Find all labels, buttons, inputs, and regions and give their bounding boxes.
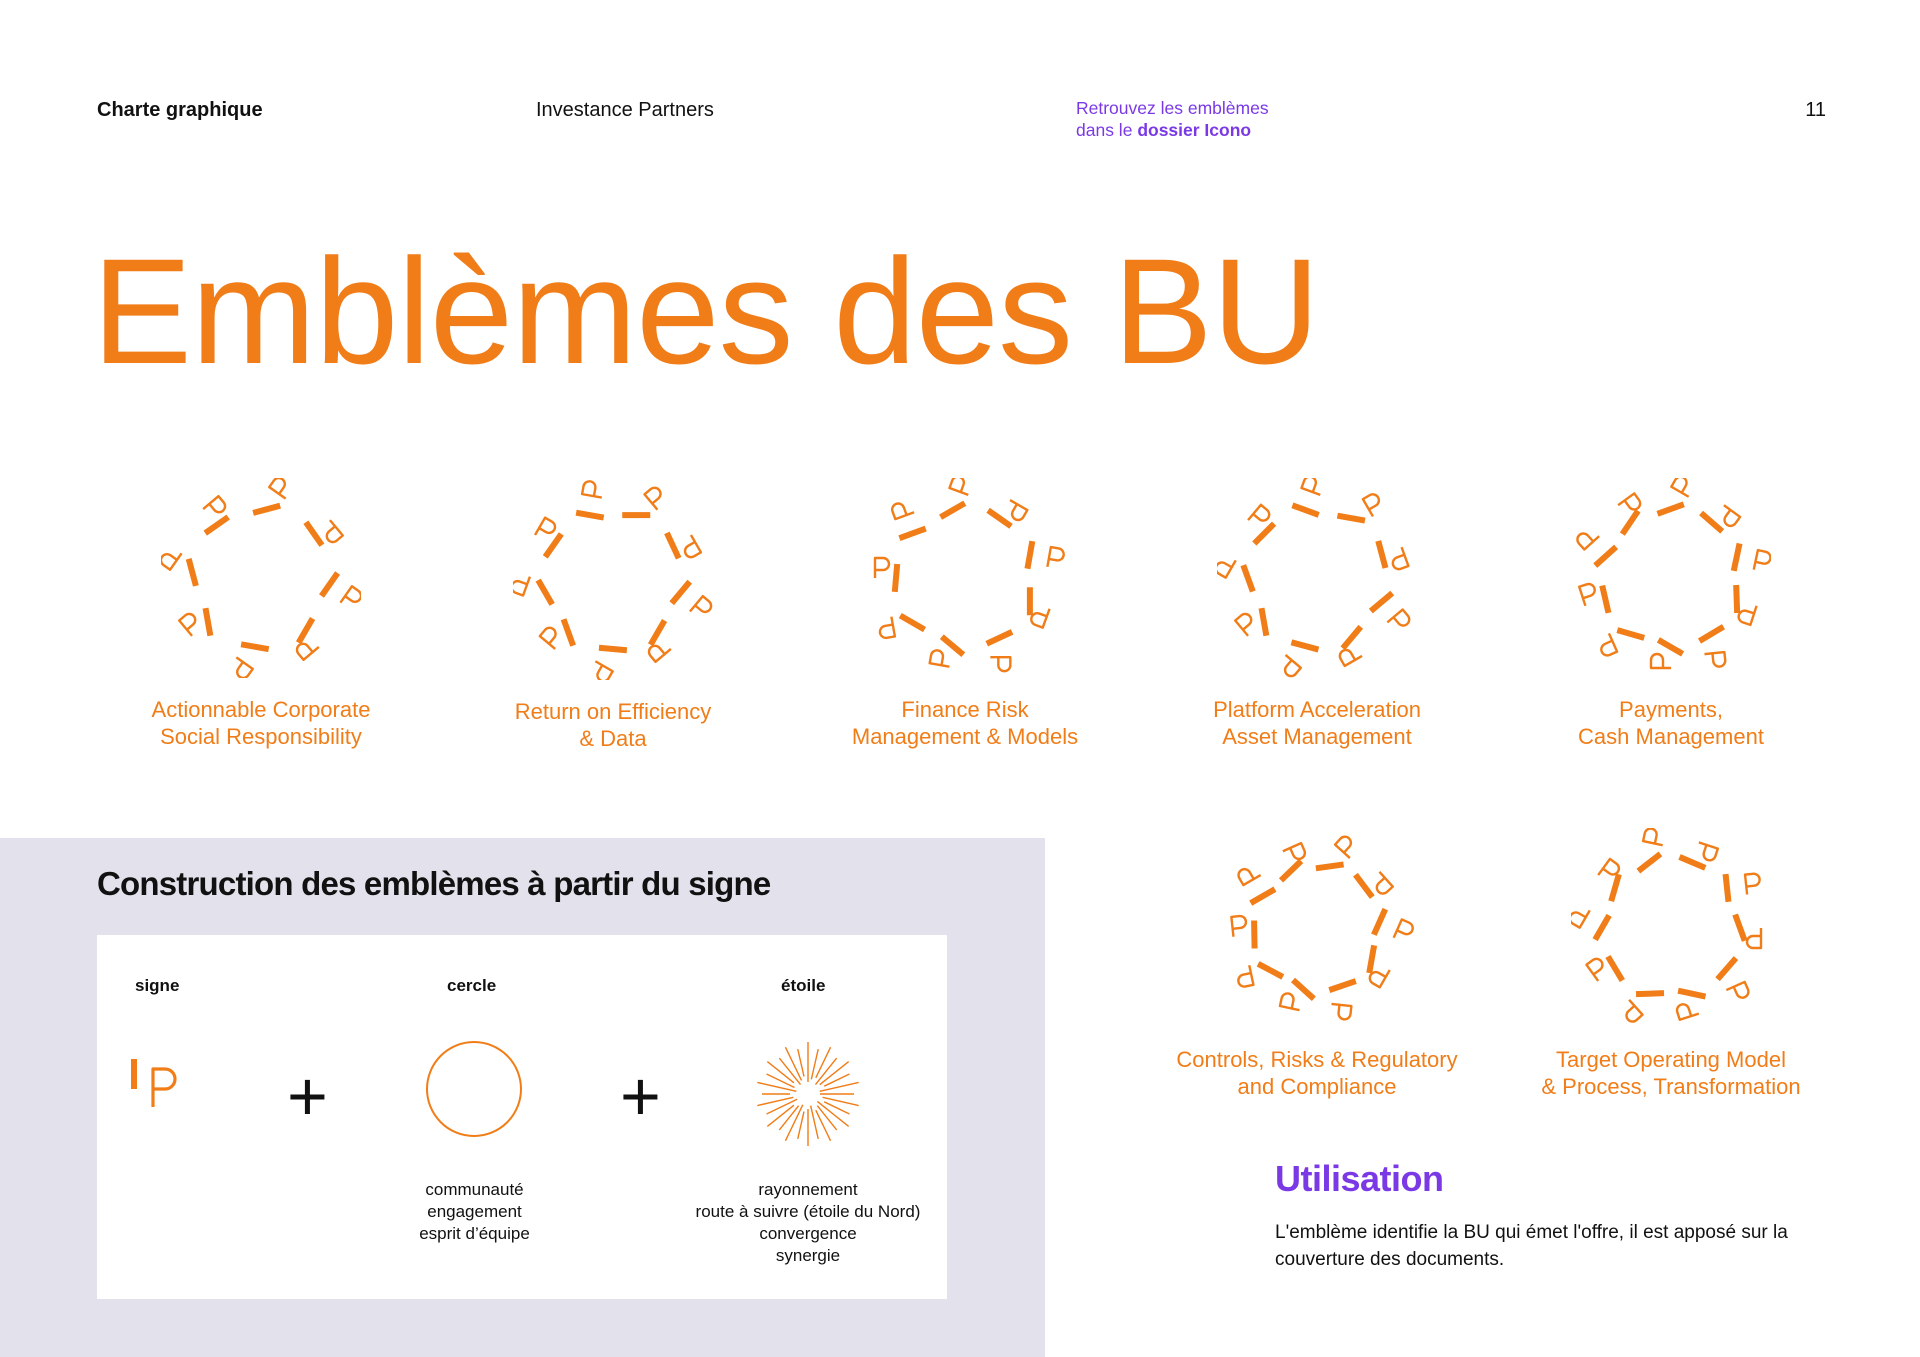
icono-folder-link[interactable] <box>1076 97 1269 141</box>
emblem-sign <box>192 496 234 537</box>
emblem-sign <box>1579 579 1614 619</box>
emblem-sign <box>1711 857 1769 914</box>
emblem-label: Platform Acceleration Asset Management <box>1213 697 1421 749</box>
emblem-sign <box>1670 980 1711 1019</box>
emblem-sign <box>528 518 567 560</box>
star-ray <box>811 1106 819 1139</box>
emblem-sign <box>877 493 935 550</box>
emblem-target-operating-model <box>1501 828 1841 1100</box>
emblem-sign <box>1016 530 1065 581</box>
emblem-sign <box>1586 950 1626 992</box>
document-title: Charte graphique <box>97 99 263 121</box>
emblem-sign <box>1226 858 1283 913</box>
etoile-label: étoile <box>781 976 826 995</box>
emblem-sign <box>1275 638 1320 678</box>
emblem-label: Target Operating Model & Process, Transformation <box>1541 1047 1801 1099</box>
emblem-sign <box>318 570 361 611</box>
emblem-sign <box>179 601 224 646</box>
emblem-sign <box>1364 586 1417 637</box>
emblem-acsr-icon <box>161 478 361 678</box>
emblem-sign <box>1656 478 1695 517</box>
emblem-sign <box>875 558 900 592</box>
star-ray <box>820 1082 859 1091</box>
emblem-sign <box>252 478 295 519</box>
cercle-icon <box>424 1039 524 1139</box>
emblem-sign <box>620 480 671 531</box>
emblem-sign <box>1016 585 1055 627</box>
emblem-sign <box>1217 553 1256 592</box>
signe-label: signe <box>135 976 180 995</box>
star-ray <box>824 1074 849 1086</box>
construction-panel <box>0 838 1045 1357</box>
emblem-return-on-efficiency <box>443 480 783 752</box>
emblem-sign <box>1351 861 1393 903</box>
emblem-sign <box>1369 905 1417 947</box>
emblem-sign <box>1723 534 1771 584</box>
page-title: Emblèmes des BU <box>92 227 1320 395</box>
link-line-2: dans le dossier Icono <box>1076 120 1252 140</box>
emblem-sign <box>1373 534 1408 575</box>
emblem-sign <box>1732 913 1761 948</box>
emblem-sign <box>1318 976 1369 1027</box>
emblem-frmm-icon <box>865 478 1065 678</box>
emblem-paam-icon <box>1217 478 1417 678</box>
emblem-crrc-icon <box>1217 828 1417 1028</box>
cercle-description: communauté engagement esprit d’équipe <box>419 1180 530 1243</box>
emblem-roed-icon <box>513 480 713 680</box>
emblem-sign <box>1625 828 1675 874</box>
emblem-label: Payments, Cash Management <box>1578 697 1764 749</box>
emblem-sign <box>637 618 682 662</box>
emblem-sign <box>1270 843 1313 883</box>
emblem-sign <box>1231 914 1260 951</box>
link-line-1: Retrouvez les emblèmes <box>1076 98 1269 118</box>
emblem-tompt-icon <box>1571 828 1771 1028</box>
construction-card <box>97 935 947 1299</box>
company-name: Investance Partners <box>536 99 714 121</box>
emblem-sign <box>1651 637 1684 668</box>
emblem-sign <box>588 645 627 680</box>
star-ray <box>757 1082 796 1091</box>
emblem-label: Actionnable Corporate Social Responsibility <box>151 697 371 749</box>
emblem-sign <box>1689 622 1743 676</box>
star-ray <box>798 1112 804 1139</box>
emblem-payments-icon <box>1571 478 1771 678</box>
emblem-sign <box>985 493 1027 532</box>
emblem-payments <box>1501 478 1841 750</box>
emblem-label: Controls, Risks & Regulatory and Compliance <box>1176 1047 1458 1099</box>
emblem-controls-risks <box>1147 828 1487 1100</box>
emblem-sign <box>1678 838 1718 873</box>
utilisation-text: L'emblème identifie la BU qui émet l'offre, il est apposé sur la couverture des documents. <box>1275 1222 1788 1270</box>
emblem-sign <box>1571 523 1622 573</box>
emblem-sign <box>1314 830 1361 879</box>
emblem-sign <box>1606 493 1651 536</box>
emblem-sign <box>1571 903 1612 941</box>
star-ray <box>798 1049 804 1076</box>
emblem-sign <box>976 627 1029 678</box>
emblem-sign <box>1330 624 1374 666</box>
emblem-label: Finance Risk Management & Models <box>851 697 1079 749</box>
signe-icon <box>129 1055 189 1125</box>
etoile-description: rayonnement route à suivre (étoile du Nord) convergence synergie <box>695 1180 921 1265</box>
plus-sign: + <box>620 1057 661 1135</box>
link-folder-name: dossier Icono <box>1137 120 1252 140</box>
emblem-sign <box>1723 583 1761 625</box>
emblem-sign <box>1355 943 1397 987</box>
plus-sign: + <box>287 1057 328 1135</box>
cercle-label: cercle <box>447 976 497 995</box>
emblem-sign <box>930 633 968 669</box>
emblem-platform-acceleration <box>1147 478 1487 750</box>
construction-title: Construction des emblèmes à partir du signe <box>97 865 771 902</box>
emblem-sign <box>1709 955 1763 1009</box>
emblem-finance-risk <box>795 478 1135 750</box>
emblem-sign <box>161 544 202 587</box>
emblem-sign <box>933 478 979 520</box>
emblem-sign <box>667 577 713 622</box>
emblem-acsr <box>91 478 431 750</box>
star-ray <box>824 1102 849 1114</box>
emblem-sign <box>662 523 701 565</box>
emblem-sign <box>227 640 269 678</box>
emblem-sign <box>565 480 616 529</box>
emblem-sign <box>302 509 343 551</box>
emblem-sign <box>1590 859 1633 904</box>
etoile-icon <box>753 1039 863 1149</box>
emblem-sign <box>1616 979 1666 1028</box>
emblem-sign <box>1280 976 1319 1013</box>
page-number: 11 <box>1805 99 1826 121</box>
emblem-sign <box>540 613 585 658</box>
emblem-label: Return on Efficiency & Data <box>514 699 712 751</box>
emblem-sign <box>513 566 555 612</box>
emblem-sign <box>1235 601 1280 646</box>
emblem-sign <box>1228 947 1285 1004</box>
emblem-sign <box>870 599 927 656</box>
emblem-sign <box>1335 481 1390 537</box>
emblem-sign <box>1590 613 1646 670</box>
emblem-sign <box>1239 505 1280 547</box>
utilisation-title: Utilisation <box>1275 1158 1444 1199</box>
emblem-sign <box>1286 478 1331 522</box>
emblem-sign <box>1698 497 1740 537</box>
emblem-sign <box>285 616 330 660</box>
